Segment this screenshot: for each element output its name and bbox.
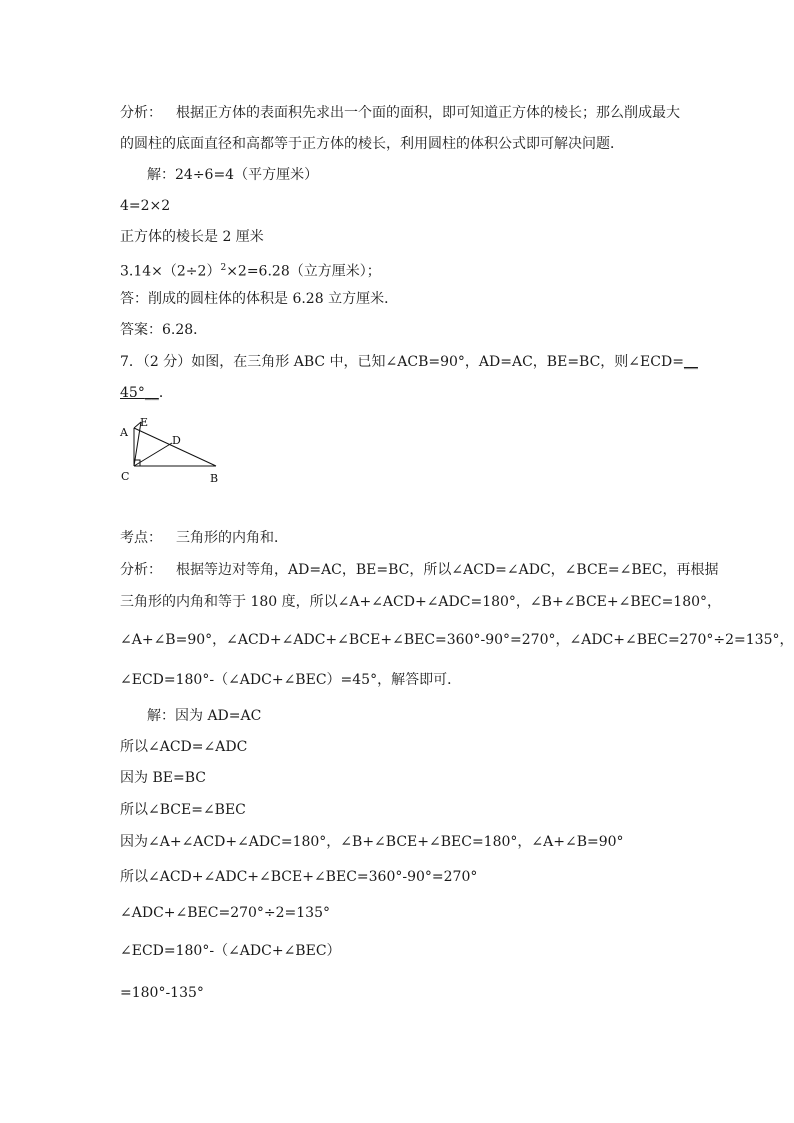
label-d: D [172,434,181,447]
label-a: A [120,426,128,439]
analysis-2-line3: ∠A+∠B=90°，∠ACD+∠ADC+∠BCE+∠BEC=360°-90°=270°，∠ADC+∠BEC=270°÷2=135°， [120,632,794,648]
label-c: C [121,470,130,483]
label-e: E [140,416,149,429]
problem-7-stem [120,352,698,372]
volume-equation [120,258,381,282]
analysis-text: 根据正方体的表面积先求出一个面的面积，即可知道正方体的棱长；那么削成最大 [176,105,680,121]
solution-step: ∠ADC+∠BEC=270°÷2=135° [120,905,330,921]
solution-line: 解：24÷6=4（平方厘米） [147,167,319,183]
kaodian-text: 三角形的内角和． [176,530,288,546]
analysis-text-line2: 的圆柱的底面直径和高都等于正方体的棱长，利用圆柱的体积公式即可解决问题． [120,136,624,152]
solution-step: 因为∠A+∠ACD+∠ADC=180°，∠B+∠BCE+∠BEC=180°，∠A+∠B=90° [120,834,624,850]
blank-answer: 45°__ [120,385,159,401]
analysis-paragraph-2 [120,560,719,580]
solution-step: ∠ECD=180°-（∠ADC+∠BEC） [120,943,341,959]
analysis-label: 分析： [120,105,162,121]
problem-7-blank [120,383,173,403]
analysis-2-line4: ∠ECD=180°-（∠ADC+∠BEC）=45°，解答即可． [120,672,462,688]
solution-step: 因为 BE=BC [120,770,206,786]
volume-eq-right: ×2=6.28（立方厘米）； [226,263,381,280]
triangle-figure [116,414,226,486]
kaodian-line [120,528,288,548]
problem-7-text: 7．（2 分）如图，在三角形 ABC 中，已知∠ACB=90°，AD=AC，BE=BC，则∠ECD= [120,354,684,370]
stem-end: ． [158,385,173,401]
analysis-2-line2: 三角形的内角和等于 180 度，所以∠A+∠ACD+∠ADC=180°，∠B+∠BCE+∠BEC=180°， [120,594,722,610]
solution-step: 所以∠BCE=∠BEC [120,802,246,818]
volume-eq-left: 3.14×（2÷2） [120,263,221,280]
solution-step: =180°-135° [120,985,204,1001]
analysis-2-text: 根据等边对等角，AD=AC，BE=BC，所以∠ACD=∠ADC，∠BCE=∠BEC，再根据 [176,562,719,578]
analysis-paragraph-1 [120,103,680,123]
kaodian-label: 考点： [120,530,162,546]
blank-underline: __ [683,354,698,370]
solution-step: 所以∠ACD+∠ADC+∠BCE+∠BEC=360°-90°=270° [120,869,478,885]
solution-step: 解：因为 AD=AC [147,708,262,724]
exponent: 2 [220,263,227,273]
analysis-label-2: 分析： [120,562,162,578]
answer-line: 答案：6.28． [120,322,208,338]
equation-line: 4=2×2 [120,198,171,214]
label-b: B [210,472,219,485]
edge-length-line: 正方体的棱长是 2 厘米 [120,229,264,245]
solution-step: 所以∠ACD=∠ADC [120,739,248,755]
reply-line: 答：削成的圆柱体的体积是 6.28 立方厘米． [120,291,399,307]
